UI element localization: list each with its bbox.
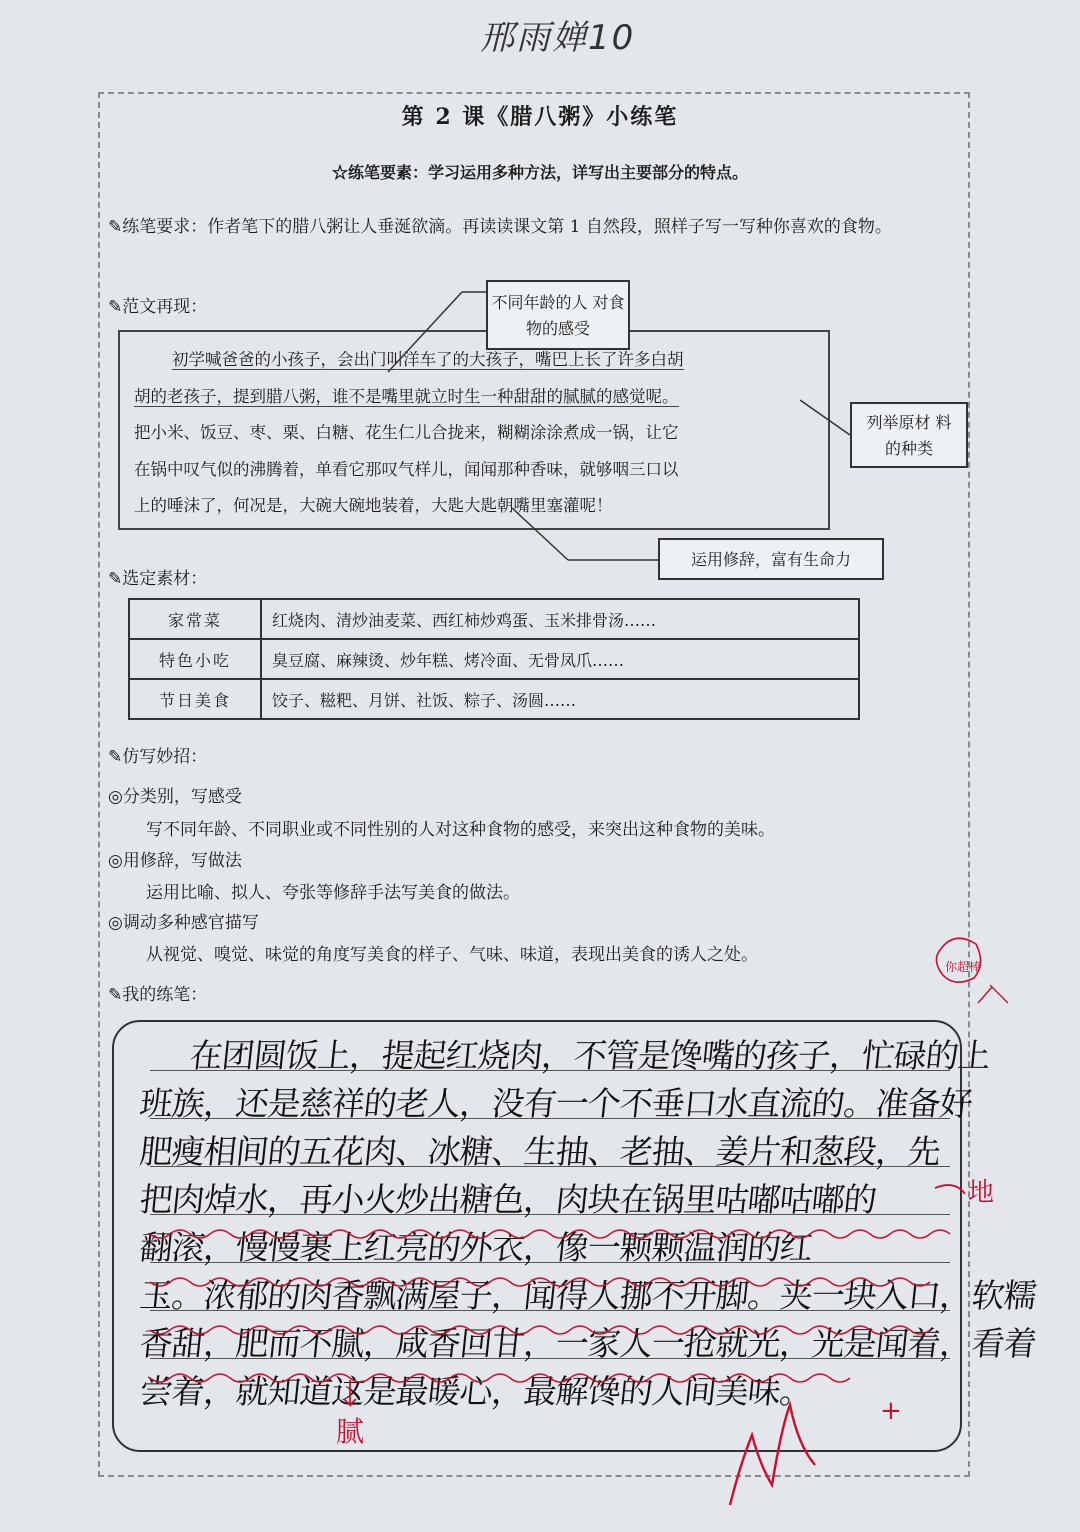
sample-line: 把小米、饭豆、枣、栗、白糖、花生仁儿合拢来，糊糊涂涂煮成一锅，让它 bbox=[134, 423, 679, 442]
callout-ingredients: 列举原材 料的种类 bbox=[850, 402, 968, 468]
handwriting-line: 尝着，就知道这是最暖心，最解馋的人间美味。 bbox=[137, 1372, 814, 1411]
table-row: 节日美食 饺子、糍粑、月饼、社饭、粽子、汤圆…… bbox=[129, 679, 859, 719]
pencil-icon: ✎ bbox=[108, 985, 123, 1005]
tip-title: ◎调动多种感官描写 bbox=[108, 913, 259, 933]
handwriting-line: 肥瘦相间的五花肉、冰糖、生抽、老抽、姜片和葱段，先 bbox=[137, 1132, 942, 1171]
table-row: 家常菜 红烧肉、清炒油麦菜、西红柿炒鸡蛋、玉米排骨汤…… bbox=[129, 599, 859, 639]
table-row: 特色小吃 臭豆腐、麻辣烫、炒年糕、烤冷面、无骨凤爪…… bbox=[129, 639, 859, 679]
tip-title: ◎分类别，写感受 bbox=[108, 787, 242, 807]
my-writing-heading: ✎我的练笔： bbox=[108, 985, 208, 1005]
correction-mark: 腻 bbox=[336, 1415, 365, 1448]
tip-desc: 从视觉、嗅觉、味觉的角度写美食的样子、气味、味道，表现出美食的诱人之处。 bbox=[146, 945, 758, 965]
requirement-label: 练笔要求： bbox=[122, 217, 208, 237]
sample-line: 胡的老孩子，提到腊八粥，谁不是嘴里就立时生一种甜甜的腻腻的感觉呢。 bbox=[134, 386, 679, 406]
pencil-icon: ✎ bbox=[108, 217, 123, 237]
callout-age: 不同年龄的人 对食物的感受 bbox=[486, 280, 630, 350]
plus-mark: + bbox=[880, 1396, 902, 1426]
handwriting-line: 香甜，肥而不腻，咸香回甘，一家人一抢就光，光是闻着，看着 bbox=[137, 1324, 1038, 1363]
handwriting-line: 班族，还是慈祥的老人，没有一个不垂口水直流的。准备好 bbox=[137, 1084, 974, 1123]
sample-line: 初学喊爸爸的小孩子，会出门叫洋车了的大孩子，嘴巴上长了许多白胡 bbox=[172, 350, 684, 369]
insert-mark: 地 bbox=[968, 1178, 995, 1208]
pencil-icon: ✎ bbox=[108, 747, 123, 767]
tip-title: ◎用修辞，写做法 bbox=[108, 851, 242, 871]
handwriting-line: 玉。浓郁的肉香飘满屋子，闻得人挪不开脚。夹一块入口，软糯 bbox=[137, 1276, 1038, 1315]
handwriting-line: 把肉焯水，再小火炒出糖色，肉块在锅里咕嘟咕嘟的 bbox=[137, 1180, 878, 1219]
handwriting-line: 在团圆饭上，提起红烧肉，不管是馋嘴的孩子，忙碌的上 bbox=[187, 1036, 992, 1075]
praise-stamp: 你超棒 bbox=[945, 960, 982, 974]
tip-desc: 运用比喻、拟人、夸张等修辞手法写美食的做法。 bbox=[146, 883, 520, 903]
pencil-icon: ✎ bbox=[108, 569, 123, 589]
pencil-icon: ✎ bbox=[108, 297, 123, 317]
sample-line: 上的唾沫了，何况是，大碗大碗地装着，大匙大匙朝嘴里塞灌呢！ bbox=[134, 496, 613, 515]
callout-rhetoric: 运用修辞，富有生命力 bbox=[658, 538, 884, 580]
handwriting-line: 翻滚，慢慢裹上红亮的外衣，像一颗颗温润的红 bbox=[137, 1228, 814, 1267]
student-name: 邢雨婵10 bbox=[480, 18, 636, 58]
materials-heading: ✎选定素材： bbox=[108, 569, 208, 589]
tips-heading: ✎仿写妙招： bbox=[108, 747, 208, 767]
page-title: 第 2 课《腊八粥》小练笔 bbox=[401, 104, 679, 130]
sample-label: 范文再现： bbox=[122, 297, 208, 317]
writing-element: ☆练笔要素：学习运用多种方法，详写出主要部分的特点。 bbox=[331, 163, 748, 182]
requirement-text: 作者笔下的腊八粥让人垂涎欲滴。再读读课文第 1 自然段，照样子写一写种你喜欢的食物。 bbox=[207, 217, 892, 237]
tip-desc: 写不同年龄、不同职业或不同性别的人对这种食物的感受，来突出这种食物的美味。 bbox=[146, 820, 775, 840]
sample-line: 在锅中叹气似的沸腾着，单看它那叹气样儿，闻闻那种香味，就够咽三口以 bbox=[134, 459, 679, 479]
